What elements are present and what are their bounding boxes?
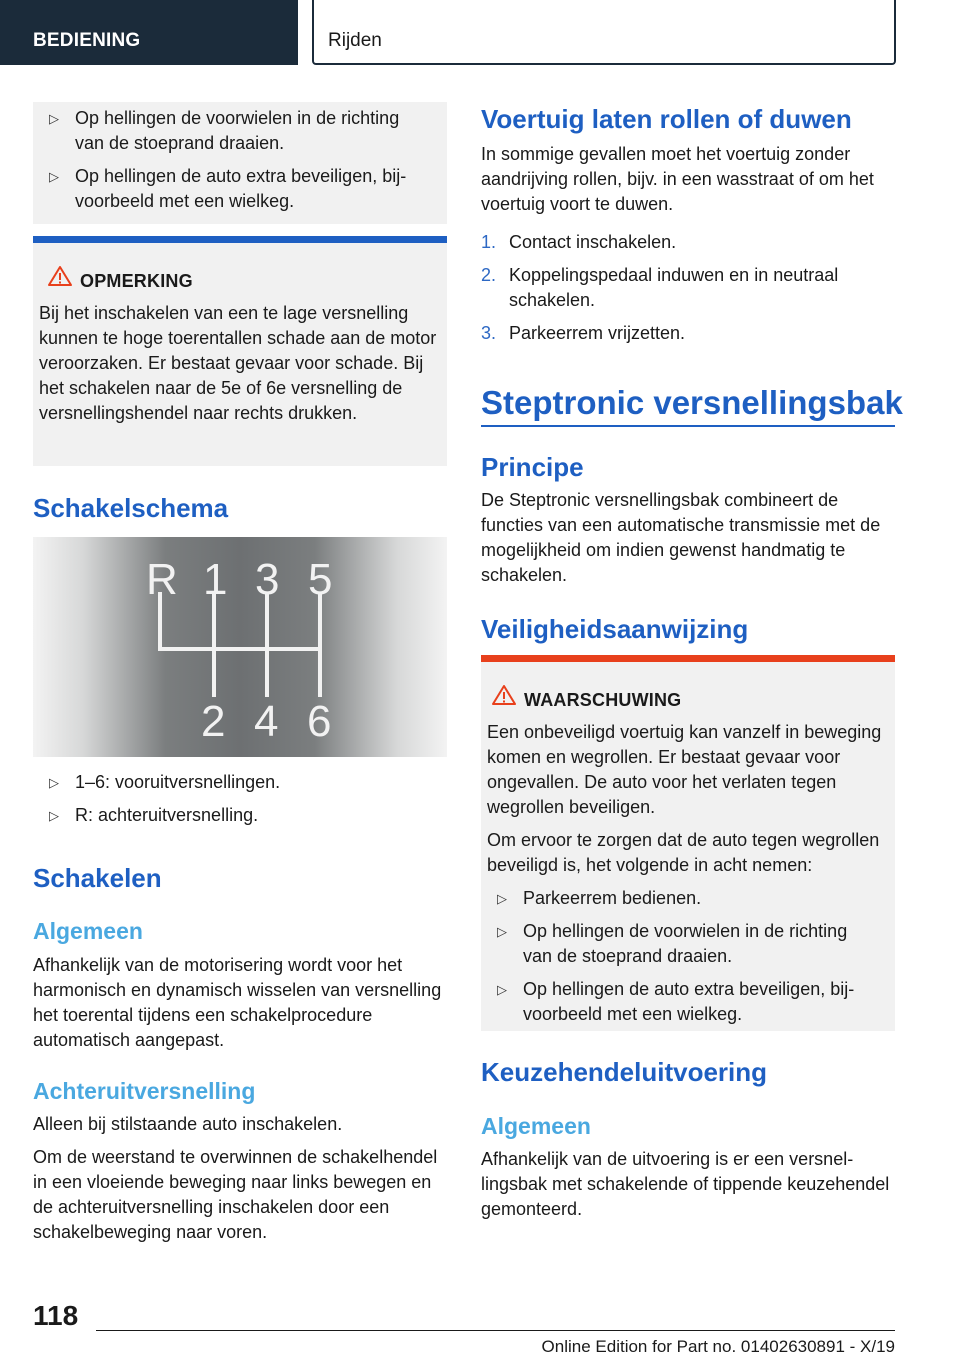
principe-text: De Steptronic versnellingsbak combineert de functies van een automatische transmissie met de mogelijkheid om indien gewenst handmatig te schakelen.	[481, 490, 881, 585]
note-title: OPMERKING	[80, 271, 193, 291]
heading-algemeen-right: Algemeen	[481, 1113, 591, 1139]
achteruit-text-1: Alleen bij stilstaande auto inschakelen.	[33, 1114, 343, 1134]
warning-icon	[491, 684, 517, 706]
list-item: ▷ 1–6: vooruitversnellingen.	[33, 770, 447, 795]
step-item: 1. Contact inschakelen.	[481, 232, 677, 252]
heading-voertuig-rollen: Voertuig laten rollen of duwen	[481, 104, 852, 134]
section-tab: BEDIENING	[0, 0, 298, 65]
list-item: ▷ Parkeerrem bedienen.	[481, 886, 895, 911]
top-bullets-box	[33, 102, 447, 224]
warning-text-1: Een onbeveiligd voertuig kan vanzelf in beweging komen en wegrollen. Er bestaat gevaar voor ongevallen. De auto voor het verlaten tegen wegrollen beveiligen.	[487, 722, 882, 817]
gear-label-5: 5	[308, 555, 333, 604]
triangle-bullet-icon: ▷	[497, 982, 507, 997]
warning-text-2: Om ervoor te zorgen dat de auto tegen wegrollen beveiligd is, het volgende in acht nemen:	[487, 830, 880, 875]
heading-steptronic: Steptronic versnellingsbak	[481, 384, 903, 421]
gear-label-6: 6	[307, 697, 332, 746]
gear-label-1: 1	[203, 555, 228, 604]
triangle-bullet-icon: ▷	[49, 775, 59, 790]
warning-icon	[47, 265, 73, 287]
heading-achteruitversnelling: Achteruitversnelling	[33, 1078, 256, 1104]
gear-label-4: 4	[254, 697, 279, 746]
note-box	[33, 236, 447, 466]
algemeen-text-left: Afhankelijk van de motorisering wordt voor het harmonisch en dynamisch wisselen van versnelling het toerental tijdens een schakelprocedure automatisch aangepast.	[33, 955, 442, 1050]
heading-keuzehendeluitvoering: Keuzehendeluitvoering	[481, 1057, 768, 1087]
triangle-bullet-icon: ▷	[497, 891, 507, 906]
list-item: ▷ Op hellingen de voorwielen in de richting van de stoeprand draaien.	[497, 921, 848, 966]
step-item: 2. Koppelingspedaal induwen en in neutraal schakelen.	[481, 265, 839, 310]
triangle-bullet-icon: ▷	[49, 808, 59, 823]
gear-label-3: 3	[255, 555, 280, 604]
gear-pattern-image	[33, 537, 447, 757]
page-number: 118	[33, 1300, 79, 1331]
keuze-algemeen-text: Afhankelijk van de uitvoering is er een versnellingsbak met schakelende of tippende keuzehendel gemonteerd.	[481, 1149, 890, 1219]
heading-schakelschema: Schakelschema	[33, 493, 229, 523]
list-item: ▷ Op hellingen de auto extra beveiligen, bijvoorbeeld met een wielkeg.	[497, 979, 855, 1024]
note-text: Bij het inschakelen van een te lage versnelling kunnen te hoge toerentallen schade aan de motor veroorzaken. Er bestaat gevaar voor schade. Bij het schakelen naar de 5e of 6e versnelling de versnellingshendel naar rechts drukken.	[39, 303, 437, 423]
warning-title: WAARSCHUWING	[524, 690, 682, 710]
warning-box	[481, 655, 895, 1031]
heading-veiligheidsaanwijzing: Veiligheidsaanwijzing	[481, 614, 749, 644]
shift-gate-lines	[160, 592, 320, 697]
triangle-bullet-icon: ▷	[497, 924, 507, 939]
list-item: ▷ Op hellingen de auto extra beveiligen, bijvoorbeeld met een wielkeg.	[49, 166, 407, 211]
steptronic-underline	[481, 425, 895, 427]
heading-schakelen: Schakelen	[33, 863, 162, 893]
heading-principe: Principe	[481, 452, 584, 482]
step-item: 3. Parkeerrem vrijzetten.	[481, 323, 686, 343]
warning-bullets	[481, 886, 895, 1027]
list-item: ▷ R: achteruitversnelling.	[33, 803, 447, 828]
gear-label-2: 2	[201, 697, 226, 746]
schakelschema-bullets	[33, 770, 447, 828]
rollen-text: In sommige gevallen moet het voertuig zonder aandrijving rollen, bijv. in een wasstraat of om het voertuig voort te duwen.	[481, 144, 874, 214]
chapter-tab: Rijden	[312, 0, 896, 65]
footer-divider	[96, 1330, 895, 1331]
list-item: ▷ Op hellingen de voorwielen in de richting van de stoeprand draaien.	[49, 108, 400, 153]
triangle-bullet-icon: ▷	[49, 169, 59, 184]
heading-algemeen-left: Algemeen	[33, 918, 143, 944]
rollen-steps	[481, 230, 895, 346]
gear-label-r: R	[146, 555, 178, 604]
triangle-bullet-icon: ▷	[49, 111, 59, 126]
achteruit-text-2: Om de weerstand te overwinnen de schakelhendel in een vloeiende beweging naar links bewegen en de achteruitversnelling inschakelen door een schakelbeweging naar voren.	[33, 1147, 438, 1242]
footer-edition: Online Edition for Part no. 01402630891 - X/19	[541, 1337, 895, 1356]
